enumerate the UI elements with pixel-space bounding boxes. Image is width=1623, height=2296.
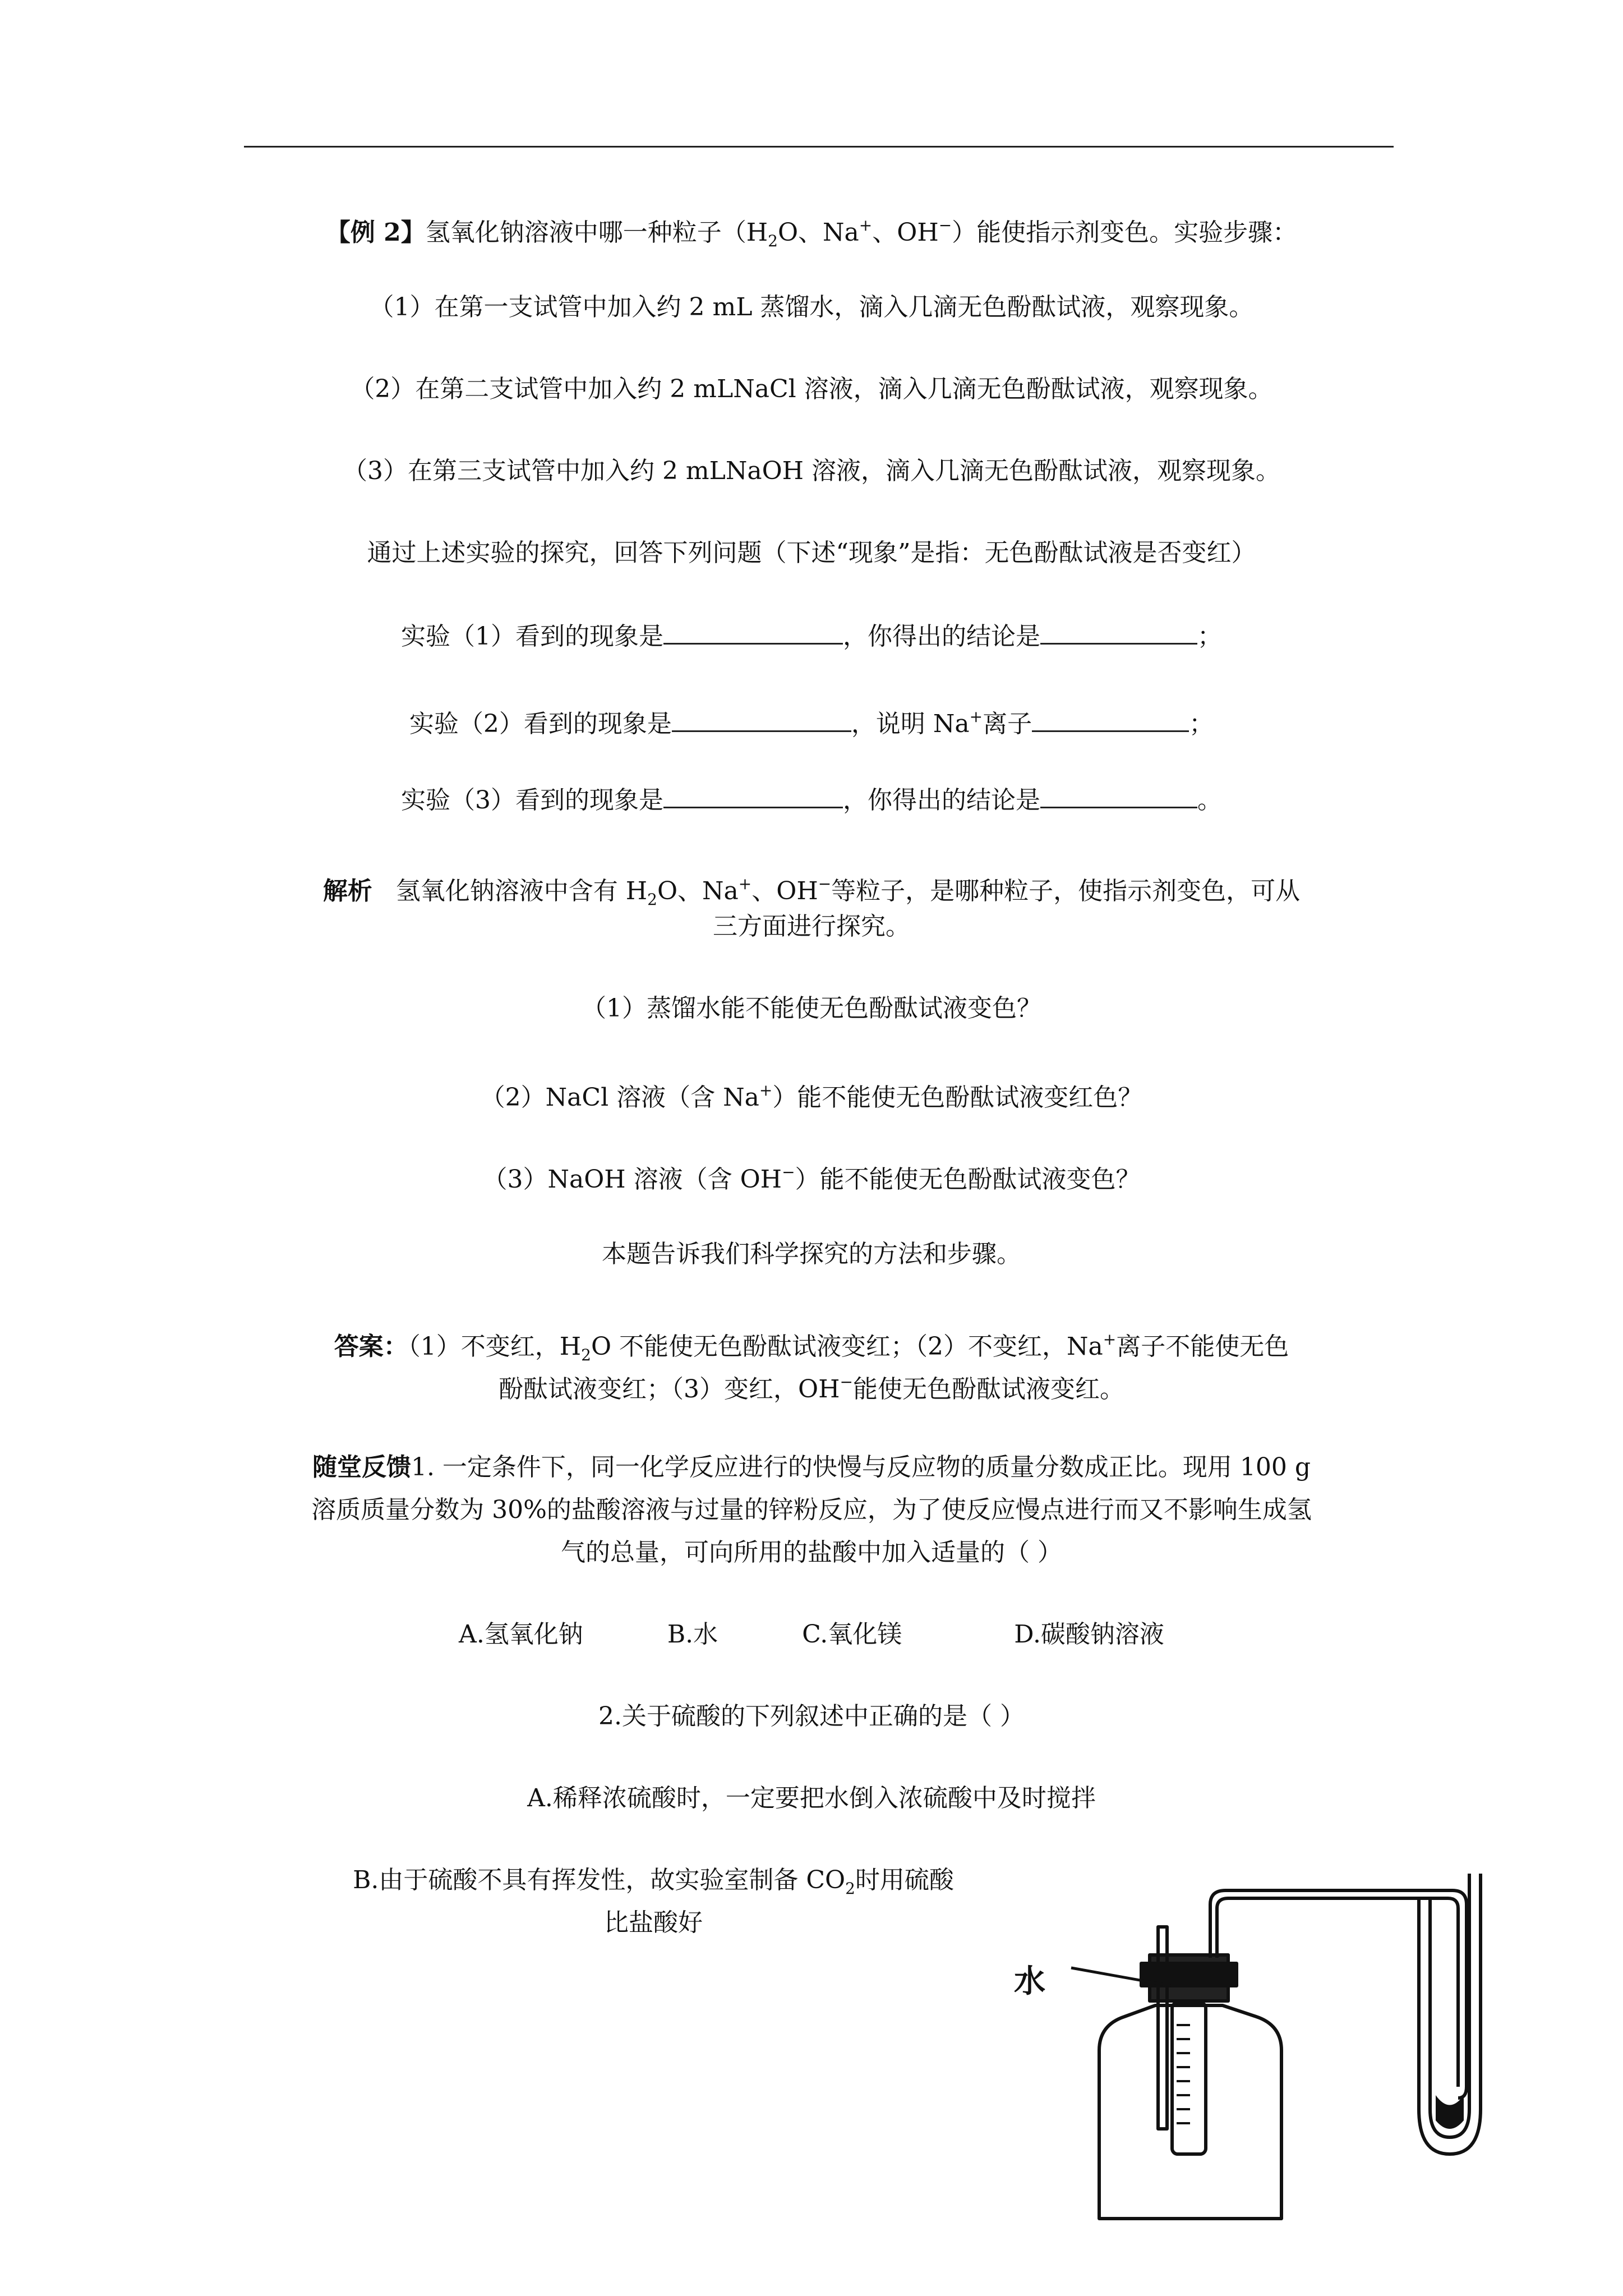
analysis-label: 解析 (322, 877, 372, 905)
answer-blank[interactable] (663, 782, 843, 808)
inner-tube-scale (1177, 2025, 1190, 2123)
question-2: 实验（2）看到的现象是 ，说明 Na+离子 ； (0, 700, 1623, 741)
feedback-label: 随堂反馈 (312, 1453, 411, 1481)
u-tube-water (1436, 2095, 1464, 2129)
analysis-point-1: （1）蒸馏水能不能使无色酚酞试液变色？ (582, 994, 1041, 1023)
feedback-q2-option-b-line-2: 比盐酸好 (604, 1908, 703, 1937)
feedback-q1-line-1: 随堂反馈1. 一定条件下，同一化学反应进行的快慢与反应物的质量分数成正比。现用 100 g (312, 1453, 1311, 1481)
answer-blank[interactable] (672, 706, 851, 732)
feedback-q1-line-2: 溶质质量分数为 30%的盐酸溶液与过量的锌粉反应，为了使反应慢点进行而又不影响生成氢 (311, 1496, 1312, 1524)
answer-label: 答案： (334, 1332, 408, 1361)
example-title: 【例 2】 (325, 218, 426, 247)
feedback-q1-options (0, 1618, 1623, 1651)
example-question: 【例 2】氢氧化钠溶液中哪一种粒子（$H_2O$、Na+、OH−）能使指示剂变色。实验步骤： (325, 216, 1298, 250)
analysis-line-1: 解析 氢氧化钠溶液中含有 $H_2O$、Na+、OH−等粒子，是哪种粒子，使指示剂变色，可从 (322, 875, 1301, 909)
step-1: （1）在第一支试管中加入约 2 mL 蒸馏水，滴入几滴无色酚酞试液，观察现象。 (369, 293, 1254, 321)
analysis-note: 本题告诉我们科学探究的方法和步骤。 (602, 1240, 1021, 1268)
feedback-q2-option-a[interactable]: A.稀释浓硫酸时，一定要把水倒入浓硫酸中及时搅拌 (527, 1784, 1096, 1812)
water-label: 水 (1014, 1963, 1045, 2000)
analysis-line-2: 三方面进行探究。 (713, 912, 910, 941)
step-3: （3）在第三支试管中加入约 2 mLNaOH 溶液，滴入几滴无色酚酞试液，观察现象。 (342, 457, 1281, 485)
apparatus-diagram (993, 1874, 1509, 2221)
answer-blank[interactable] (663, 618, 843, 645)
question-intro: 通过上述实验的探究，回答下列问题（下述“现象”是指：无色酚酞试液是否变红） (367, 539, 1256, 567)
answer-blank[interactable] (1040, 782, 1197, 808)
answer-line-2: 酚酞试液变红；（3）变红，OH−能使无色酚酞试液变红。 (499, 1373, 1124, 1404)
question-1: 实验（1）看到的现象是 ，你得出的结论是 ； (0, 618, 1623, 654)
answer-line-1: 答案：（1）不变红，$H_2O$ 不能使无色酚酞试液变红；（2）不变红，Na+离子不能使无色 (334, 1330, 1289, 1364)
option-c[interactable]: C.氧化镁 (802, 1620, 902, 1649)
option-d[interactable]: D.碳酸钠溶液 (1014, 1620, 1164, 1649)
option-a[interactable]: A.氢氧化钠 (459, 1620, 583, 1649)
bottle-outline (1099, 2005, 1281, 2219)
analysis-point-3: （3）NaOH 溶液（含 OH−）能不能使无色酚酞试液变色？ (482, 1163, 1141, 1194)
question-3: 实验（3）看到的现象是 ，你得出的结论是 。 (0, 782, 1623, 817)
feedback-q2: 2.关于硫酸的下列叙述中正确的是（ ） (598, 1702, 1025, 1731)
step-2: （2）在第二支试管中加入约 2 mLNaCl 溶液，滴入几滴无色酚酞试液，观察现象。 (350, 375, 1273, 403)
outlet-tube (1210, 1890, 1467, 2098)
header-rule (244, 146, 1394, 148)
answer-blank[interactable] (1032, 706, 1189, 732)
feedback-q1-line-3: 气的总量，可向所用的盐酸中加入适量的（ ） (561, 1538, 1062, 1567)
analysis-point-2: （2）NaCl 溶液（含 Na+）能不能使无色酚酞试液变红色？ (480, 1081, 1143, 1112)
option-b[interactable]: B.水 (667, 1620, 718, 1649)
answer-blank[interactable] (1040, 618, 1197, 645)
feedback-q2-option-b-line-1[interactable]: B.由于硫酸不具有挥发性，故实验室制备 $CO_2$时用硫酸 (353, 1866, 954, 1898)
